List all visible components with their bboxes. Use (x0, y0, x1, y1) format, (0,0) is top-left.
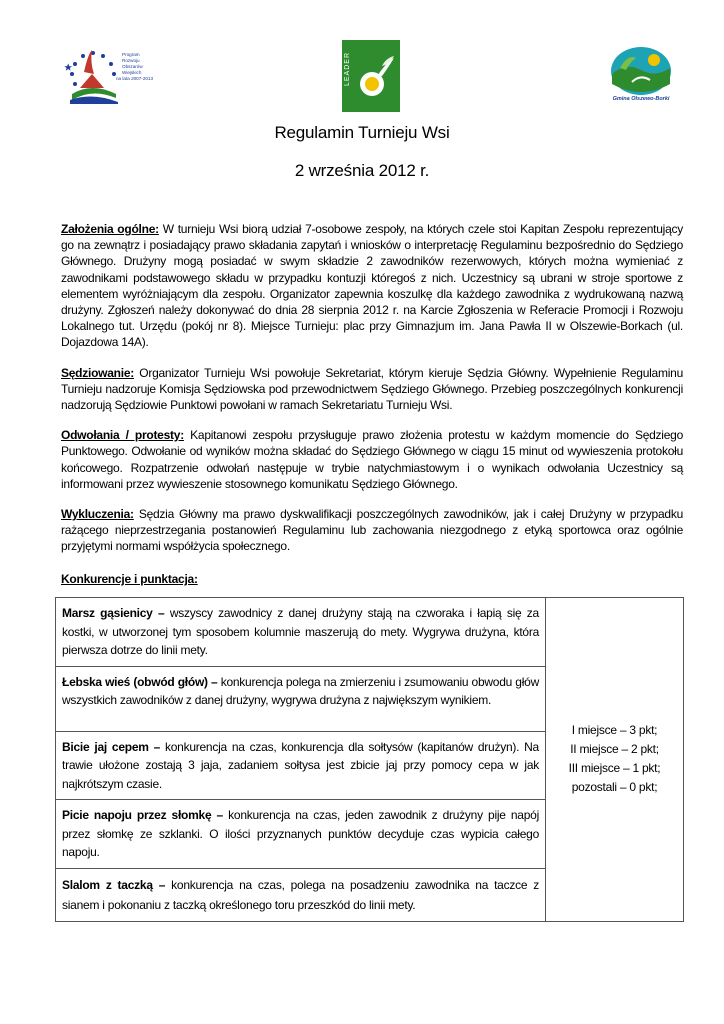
points-line: I miejsce – 3 pkt; (571, 723, 658, 738)
gmina-caption: Gmina Olszewo-Borki (612, 96, 670, 102)
section-exclusions (61, 506, 683, 555)
competition-name: Bicie jaj cepem – (62, 739, 161, 754)
prow-caption-line: Program (122, 52, 140, 57)
competitions-table (55, 597, 684, 922)
competition-desc: konkurencja na czas, konkurencja dla sołtysów (kapitanów drużyn). Na trawie ułożone zostają 3 jaja, zadaniem sołtysa jest zbicie jaj przy pomocy cepa w jak najkrótszym czasie. (62, 739, 539, 791)
competition-name: Slalom z taczką – (62, 877, 166, 892)
document-date: 2 września 2012 r. (294, 161, 430, 180)
regulations-body (61, 221, 683, 601)
points-line: III miejsce – 1 pkt; (568, 761, 661, 776)
section-label: Odwołania / protesty: (61, 428, 184, 443)
section-text: Kapitanowi zespołu przysługuje prawo złożenia protestu w każdym momencie do Sędziego Punktowego. Odwołanie od wyników można składać do Sędziego Głównego w ciągu 15 minut od wywieszenia protokołu końcowego. Rozpatrzenie odwołań następuje w trybie natychmiastowym i o wynikach odwołania Uczestnicy są informowani przez wywieszenie stosownego komunikatu Sędziego Głównego. (61, 428, 683, 491)
competition-desc: konkurencja na czas, polega na posadzeniu zawodnika na taczce z sianem i pokonaniu z taczką określonego toru przeszkód do linii mety. (62, 877, 540, 912)
competition-name: Łebska wieś (obwód głów) – (62, 674, 218, 689)
table-row (56, 598, 684, 667)
section-general (61, 221, 683, 351)
prow-logo (62, 44, 172, 108)
competition-cell (56, 868, 546, 921)
competition-cell (56, 666, 546, 731)
prow-caption-line: Obszarów (122, 64, 143, 69)
competition-cell (56, 598, 546, 667)
section-judging (61, 365, 683, 414)
leader-caption: LEADER (344, 51, 351, 86)
competition-desc: konkurencja na czas, jeden zawodnik z drużyny pije napój przez słomkę ze szklanki. O ilości przyznanych punktów decyduje czas wypicia całego napoju. (62, 808, 539, 859)
prow-caption (116, 52, 154, 82)
points-cell (546, 598, 684, 922)
section-text: Organizator Turnieju Wsi powołuje Sekretariat, którym kieruje Sędzia Główny. Wypełnienie Regulaminu Turnieju nadzoruje Komisja Sędziowska pod przewodnictwem Sędziego Głównego. Przebieg poszczególnych konkurencji nadzorują Sędziowie Punktowi powołani w ramach Sekretariatu Turnieju Wsi. (61, 365, 683, 413)
competitions-heading: Konkurencje i punktacja: (61, 571, 198, 586)
section-label: Wykluczenia: (61, 507, 134, 522)
header-logos (0, 40, 724, 110)
competition-name: Picie napoju przez słomkę – (62, 808, 223, 822)
points-line: II miejsce – 2 pkt; (570, 742, 659, 757)
gmina-emblem-icon (606, 44, 676, 98)
competition-desc: wszyscy zawodnicy z danej drużyny stają na czworaka i łapią się za kostki, w utworzonej tym sposobem kolumnie maszerują do mety. Wygrywa drużyna, która pierwsza dotrze do linii mety. (62, 606, 539, 657)
prow-caption-line: Wiejskich (122, 70, 142, 75)
document-title: Regulamin Turnieju Wsi (274, 123, 450, 142)
prow-caption-line: na lata 2007-2013 (116, 76, 154, 81)
section-appeals (61, 427, 683, 492)
competitions-heading-para (61, 571, 683, 587)
gmina-logo (606, 44, 676, 108)
section-text: W turnieju Wsi biorą udział 7-osobowe zespoły, na których czele stoi Kapitan Zespołu reprezentujący go na zewnątrz i posiadający prawo składania zapytań i wniosków o interpretację Regulaminu bezpośrednio do Sędziego Głównego. Drużyny mogą posiadać w swym składzie 2 zawodników rezerwowych, których można wymieniać z zawodnikami podstawowego składu w przypadku kontuzji któregoś z nich. Uczestnicy są ubrani w stroje sportowe z elementem wyróżniającym dla zespołu. Organizator zapewnia koszulkę dla każdego zawodnika z wydrukowaną nazwą drużyny. Zgłoszeń należy dokonywać do dnia 28 sierpnia 2012 r. na Karcie Zgłoszenia w Referacie Promocji i Rozwoju Lokalnego tut. Urzędu (pokój nr 8). Miejsce Turnieju: plac przy Gimnazjum im. Jana Pawła II w Olszewie-Borkach (ul. Dojazdowa 14A). (61, 222, 683, 350)
section-label: Sędziowanie: (61, 365, 135, 380)
section-text: Sędzia Główny ma prawo dyskwalifikacji poszczególnych zawodników, jak i całej Drużyny w przypadku rażącego nieprzestrzegania postanowień Regulaminu lub zachowania niezgodnego z etyką sportowca oraz ogólnie przyjętymi normami współżycia społecznego. (61, 507, 683, 554)
competition-desc: konkurencja polega na zmierzeniu i zsumowaniu obwodu głów wszystkich zawodników z danej drużyny, wygrywa drużyna z największym wynikiem. (62, 674, 539, 707)
prow-caption-line: Rozwoju (122, 58, 140, 63)
section-label: Założenia ogólne: (61, 222, 159, 236)
competition-cell (56, 731, 546, 800)
competition-cell (56, 800, 546, 869)
competition-name: Marsz gąsienicy – (62, 606, 165, 620)
points-line: pozostali – 0 pkt; (571, 780, 658, 795)
leader-logo (342, 40, 400, 112)
